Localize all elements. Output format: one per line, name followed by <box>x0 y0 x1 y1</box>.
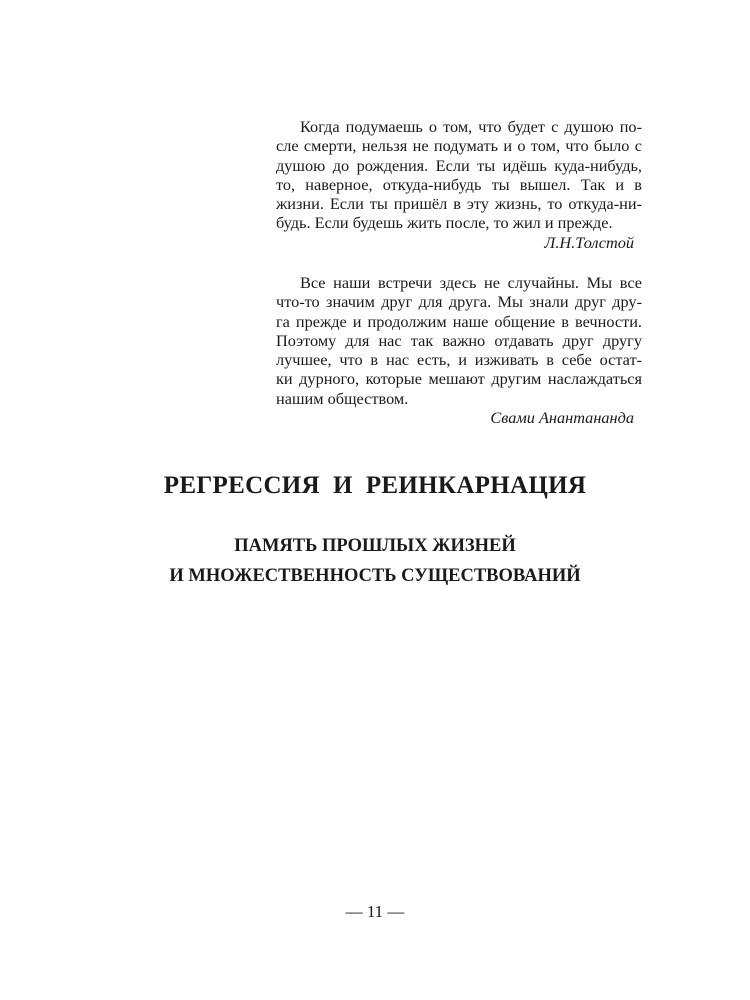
epigraph-tolstoy <box>276 117 642 252</box>
epigraph-line: лучшее, что в нас есть, и изживать в себе остат- <box>276 350 642 370</box>
epigraph-line: будь. Если будешь жить после, то жил и прежде. <box>276 213 613 233</box>
epigraph-line: ки дурного, которые мешают другим наслаждаться <box>276 369 642 389</box>
epigraph-author: Свами Анантананда <box>490 408 634 428</box>
epigraph-line: га прежде и продолжим наше общение в вечности. <box>276 311 642 331</box>
chapter-subtitle-line: ПАМЯТЬ ПРОШЛЫХ ЖИЗНЕЙ <box>234 536 516 556</box>
chapter-title: РЕГРЕССИЯ И РЕИНКАРНАЦИЯ <box>163 472 587 499</box>
epigraph-line: нашим обществом. <box>276 388 409 408</box>
chapter-subtitle-line: И МНОЖЕСТВЕННОСТЬ СУЩЕСТВОВАНИЙ <box>169 566 581 586</box>
epigraph-author: Л.Н.Толстой <box>544 232 634 252</box>
epigraph-line: жизни. Если ты пришёл в эту жизнь, то откуда-ни- <box>276 194 642 214</box>
epigraph-anantananda <box>276 273 642 427</box>
epigraph-line: Поэтому для нас так важно отдавать друг другу <box>276 330 642 350</box>
epigraph-line: душою до рождения. Если ты идёшь куда-нибудь, <box>276 155 642 175</box>
epigraph-line: Все наши встречи здесь не случайны. Мы все <box>300 273 642 292</box>
epigraph-line: то, наверное, откуда-нибудь ты вышел. Так и в <box>276 174 642 194</box>
page-number: — 11 — <box>345 902 405 921</box>
epigraph-line: сле смерти, нельзя не подумать и о том, что было с <box>276 136 642 156</box>
epigraph-line: что-то значим друг для друга. Мы знали друг дру- <box>276 292 642 312</box>
epigraph-line: Когда подумаешь о том, что будет с душою по- <box>300 117 642 136</box>
